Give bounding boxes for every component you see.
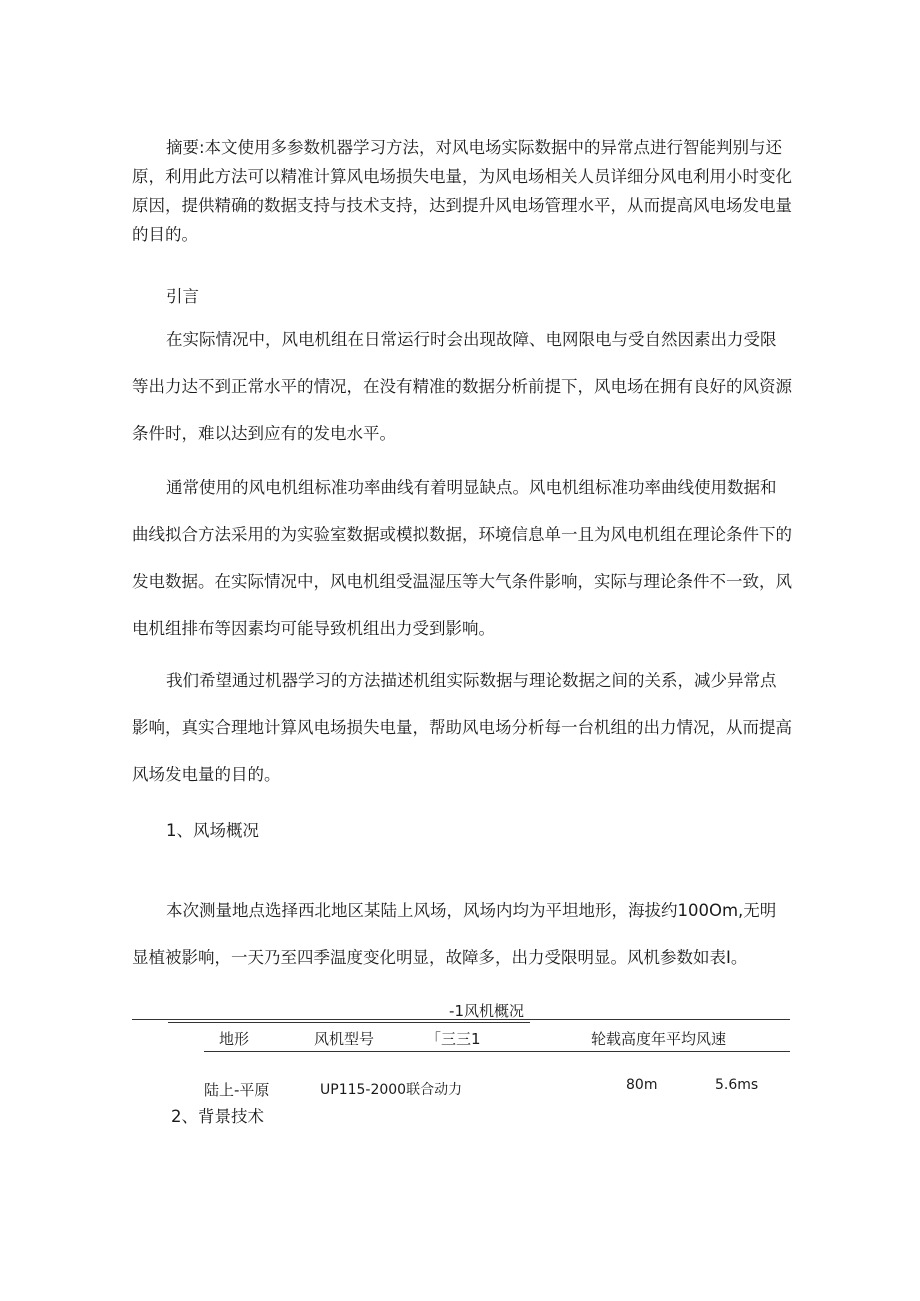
section1-heading: 1、风场概况 xyxy=(166,821,259,840)
table-cell-wind-speed: 5.6ms xyxy=(715,1077,759,1093)
table-header-terrain: 地形 xyxy=(219,1030,250,1048)
section2-heading: 2、背景技术 xyxy=(171,1107,264,1126)
intro-paragraph-1: 在实际情况中，风电机组在日常运行时会出现故障、电网限电与受自然因素出力受限等出力达不到正常水平的情况，在没有精准的数据分析前提下，风电场在拥有良好的风资源条件时，难以达到应有的发电水平。 xyxy=(132,330,792,443)
table-cell-model: UP115-2000联合动力 xyxy=(320,1082,463,1098)
table-header-hub-height-wind-speed: 轮载高度年平均风速 xyxy=(591,1030,727,1048)
section1-paragraph: 本次测量地点选择西北地区某陆上风场，风场内均为平坦地形，海拔约100Om,无明显植被影响，一天乃至四季温度变化明显，故障多，出力受限明显。风机参数如表I。 xyxy=(132,901,777,967)
table-header-rule xyxy=(204,1051,790,1052)
table-top-rule xyxy=(132,1019,790,1020)
intro-paragraph-3: 我们希望通过机器学习的方法描述机组实际数据与理论数据之间的关系，减少异常点影响，真实合理地计算风电场损失电量，帮助风电场分析每一台机组的出力情况，从而提高风场发电量的目的。 xyxy=(132,671,792,784)
table-caption-text: -1风机概况 xyxy=(449,1002,524,1020)
abstract-paragraph: 摘要:本文使用多参数机器学习方法，对风电场实际数据中的异常点进行智能判别与还原，利用此方法可以精准计算风电场损失电量，为风电场相关人员详细分风电利用小时变化原因，提供精确的数据支持与技术支持，达到提升风电场管理水平，从而提高风电场发电量的目的。 xyxy=(132,138,792,244)
table-header-model: 风机型号 xyxy=(314,1030,375,1048)
intro-paragraph-2: 通常使用的风电机组标准功率曲线有着明显缺点。风电机组标准功率曲线使用数据和曲线拟合方法采用的为实验室数据或模拟数据，环境信息单一且为风电机组在理论条件下的发电数据。在实际情况中，风电机组受温湿压等大气条件影响，实际与理论条件不一致，风电机组排布等因素均可能导致机组出力受到影响。 xyxy=(132,478,792,638)
intro-heading: 引言 xyxy=(166,287,199,306)
table-header-garbled: 「三三1 xyxy=(426,1030,481,1048)
table-cell-terrain: 陆上-平原 xyxy=(204,1081,270,1099)
table-cell-hub-height: 80m xyxy=(626,1077,658,1093)
